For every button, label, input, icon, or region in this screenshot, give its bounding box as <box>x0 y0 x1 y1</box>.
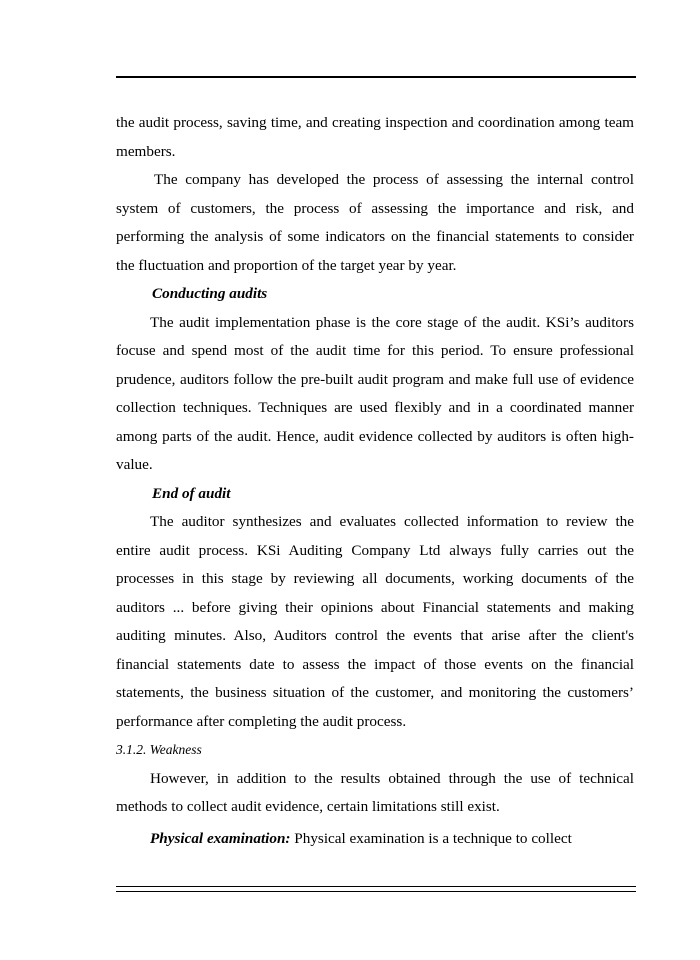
document-body <box>116 109 634 853</box>
paragraph-end-of-audit: The auditor synthesizes and evaluates collected information to review the entire audit process. KSi Auditing Company Ltd always fully carries out the processes in this stage by reviewing all documents, working documents of the auditors ... before giving their opinions about Financial statements and making auditing minutes. Also, Auditors control the events that arise after the client's financial statements date to assess the impact of those events on the financial statements, the business situation of the customer, and monitoring the customers’ performance after completing the audit process. <box>116 513 634 730</box>
footer-double-rule <box>116 886 636 892</box>
paragraph-continuation: the audit process, saving time, and creating inspection and coordination among team members. <box>116 114 634 160</box>
physical-examination-text: Physical examination is a technique to collect <box>290 829 572 847</box>
header-rule <box>116 76 636 78</box>
paragraph-physical-examination <box>116 825 634 854</box>
heading-end-of-audit: End of audit <box>152 484 231 502</box>
physical-examination-label: Physical examination: <box>150 829 291 847</box>
heading-conducting-audits: Conducting audits <box>152 285 268 302</box>
paragraph-process-assessment: The company has developed the process of assessing the internal control system of customers, the process of assessing the importance and risk, and performing the analysis of some indicators on the financial statements to consider the fluctuation and proportion of the target year by year. <box>116 171 634 274</box>
section-heading-weakness: 3.1.2. Weakness <box>116 742 202 757</box>
paragraph-limitations: However, in addition to the results obtained through the use of technical methods to collect audit evidence, certain limitations still exist. <box>116 769 634 815</box>
paragraph-audit-implementation: The audit implementation phase is the core stage of the audit. KSi’s auditors focuse and spend most of the audit time for this period. To ensure professional prudence, auditors follow the pre-built audit program and make full use of evidence collection techniques. Techniques are used flexibly and in a coordinated manner among parts of the audit. Hence, audit evidence collected by auditors is often high-value. <box>116 313 634 473</box>
